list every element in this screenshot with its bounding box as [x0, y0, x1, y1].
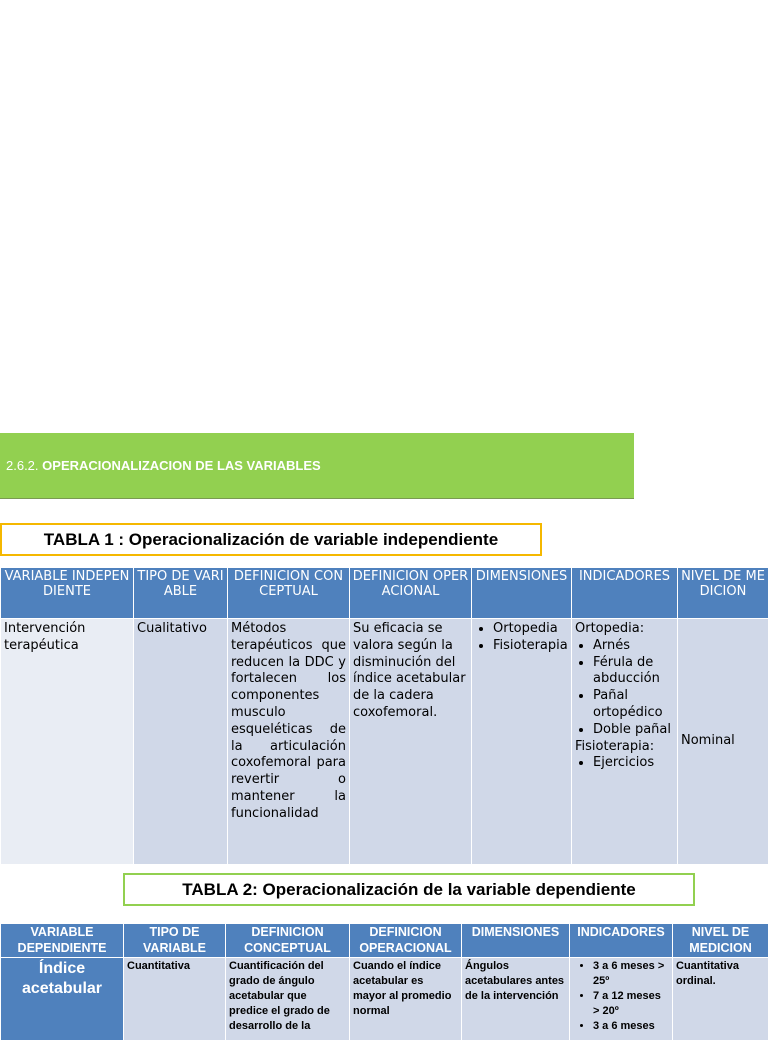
cell-operacional: Cuando el índice acetabular es mayor al promedio normal: [350, 958, 462, 1041]
cell-tipo: Cualitativo: [134, 619, 228, 865]
table-header-row: [1, 924, 768, 958]
list-item: • Férula de abducción: [593, 655, 674, 689]
list-item: • Arnés: [593, 638, 674, 655]
table2-caption: TABLA 2: Operacionalización de la variable dependiente: [123, 873, 695, 906]
table1-independent-variable: [0, 567, 768, 865]
list-item: • Doble pañal: [593, 722, 674, 739]
list-item: • 7 a 12 meses > 20º: [593, 989, 669, 1019]
section-number: 2.6.2.: [6, 458, 39, 473]
ortopedia-list: [575, 638, 674, 739]
section-title: OPERACIONALIZACION DE LAS VARIABLES: [42, 458, 321, 473]
list-item: • Ejercicios: [593, 755, 674, 772]
header-indicadores: INDICADORES: [570, 924, 673, 958]
ortopedia-label: Ortopedia:: [575, 621, 674, 638]
header-indicadores: INDICADORES: [572, 568, 678, 619]
header-variable: VARIABLE DEPENDIENTE: [1, 924, 124, 958]
cell-conceptual: Cuantificación del grado de ángulo acetabular que predice el grado de desarrollo de la: [226, 958, 350, 1041]
cell-conceptual: Métodos terapéuticos que reducen la DDC y fortalecen los componentes musculo esqueléticas de la articulación coxofemoral para revertir o mantener la funcionalidad: [228, 619, 350, 865]
cell-tipo: Cuantitativa: [124, 958, 226, 1041]
cell-variable: Índice acetabular: [1, 958, 124, 1041]
header-conceptual: DEFINICION CONCEPTUAL: [226, 924, 350, 958]
fisioterapia-label: Fisioterapia:: [575, 739, 674, 756]
header-operacional: DEFINICION OPERACIONAL: [350, 568, 472, 619]
header-variable: VARIABLE INDEPENDIENTE: [1, 568, 134, 619]
header-tipo: TIPO DE VARIABLE: [134, 568, 228, 619]
table-header-row: [1, 568, 768, 619]
cell-indicadores: [570, 958, 673, 1041]
cell-variable: Intervención terapéutica: [1, 619, 134, 865]
header-nivel: NIVEL DE MEDICION: [673, 924, 768, 958]
cell-operacional: Su eficacia se valora según la disminución del índice acetabular de la cadera coxofemoral.: [350, 619, 472, 865]
cell-nivel: Nominal: [678, 619, 768, 865]
section-heading: [6, 458, 321, 473]
list-item: • Ortopedia: [493, 621, 568, 638]
header-tipo: TIPO DE VARIABLE: [124, 924, 226, 958]
header-conceptual: DEFINICION CONCEPTUAL: [228, 568, 350, 619]
cell-indicadores: [572, 619, 678, 865]
header-dimensiones: DIMENSIONES: [462, 924, 570, 958]
cell-dimensiones: Ángulos acetabulares antes de la intervención: [462, 958, 570, 1041]
fisioterapia-list: [575, 755, 674, 772]
list-item: • Fisioterapia: [493, 638, 568, 655]
header-nivel: NIVEL DE MEDICION: [678, 568, 768, 619]
cell-nivel: Cuantitativa ordinal.: [673, 958, 768, 1041]
header-dimensiones: DIMENSIONES: [472, 568, 572, 619]
table1-caption: TABLA 1 : Operacionalización de variable independiente: [0, 523, 542, 556]
list-item: • Pañal ortopédico: [593, 688, 674, 722]
table-row: [1, 619, 768, 865]
list-item: • 3 a 6 meses > 25º: [593, 959, 669, 989]
dimensiones-list: [475, 621, 568, 655]
table-row: [1, 958, 768, 1041]
section-banner: [0, 433, 634, 499]
cell-dimensiones: [472, 619, 572, 865]
list-item: • 3 a 6 meses: [593, 1019, 669, 1034]
indicadores-list: [573, 959, 669, 1034]
header-operacional: DEFINICION OPERACIONAL: [350, 924, 462, 958]
table2-dependent-variable: [0, 923, 768, 1041]
